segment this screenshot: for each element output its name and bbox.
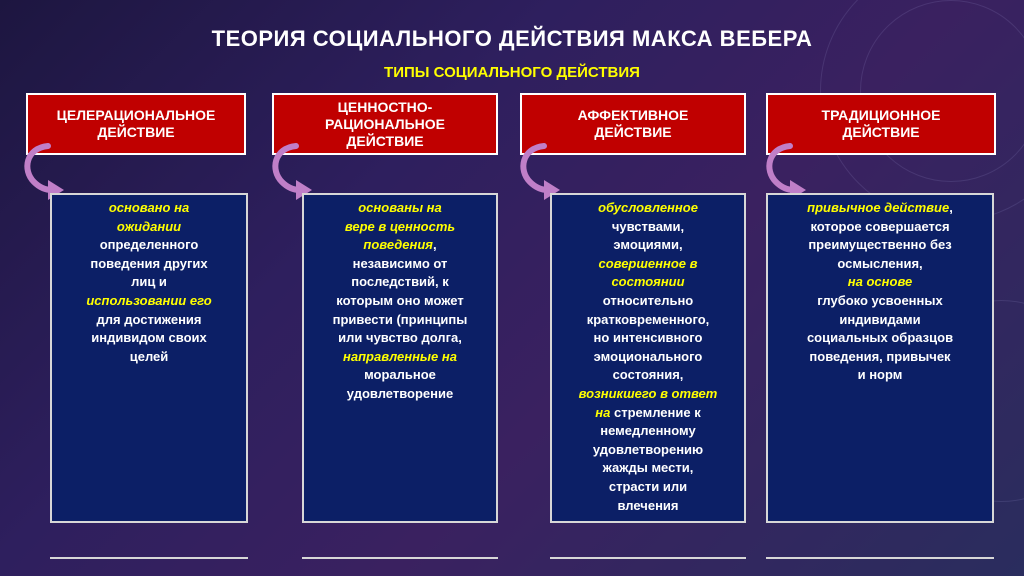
- plain-text: чувствами,: [611, 218, 685, 234]
- column-header-line: РАЦИОНАЛЬНОЕ: [324, 115, 445, 132]
- plain-text: немедленному: [600, 423, 696, 439]
- description-line: [314, 236, 486, 255]
- description-line: [562, 366, 734, 385]
- description-line: [562, 497, 734, 516]
- description-line: [778, 236, 982, 255]
- highlighted-text: вере в ценность: [344, 218, 456, 234]
- highlighted-text: основаны на: [358, 200, 442, 215]
- column-header-line: ЦЕЛЕРАЦИОНАЛЬНОЕ: [56, 107, 216, 123]
- plain-text: и норм: [857, 367, 903, 383]
- column-description-4: [766, 193, 994, 523]
- column-header-line: АФФЕКТИВНОЕ: [577, 107, 689, 123]
- plain-text: последствий, к: [351, 274, 449, 290]
- description-line: [778, 311, 982, 330]
- plain-text: которое совершается: [810, 218, 950, 234]
- description-line: [62, 329, 236, 348]
- description-line: [562, 218, 734, 237]
- column-header-line: ДЕЙСТВИЕ: [346, 132, 424, 149]
- plain-text: влечения: [617, 497, 679, 513]
- highlighted-text: возникшего в ответ: [578, 385, 718, 401]
- column-header-line: ДЕЙСТВИЕ: [594, 124, 672, 140]
- plain-text: поведения других: [90, 255, 208, 271]
- description-line: [314, 329, 486, 348]
- description-line: [562, 199, 734, 218]
- highlighted-text: на: [595, 404, 611, 420]
- column-description-1: [50, 193, 248, 523]
- description-line: [62, 273, 236, 292]
- plain-text: которым оно может: [336, 292, 464, 308]
- highlighted-text: состоянии: [611, 274, 685, 290]
- description-line: [562, 478, 734, 497]
- plain-text: поведения, привычек: [809, 348, 951, 364]
- description-line: [778, 255, 982, 274]
- page-subtitle: ТИПЫ СОЦИАЛЬНОГО ДЕЙСТВИЯ: [384, 64, 640, 81]
- plain-text: индивидами: [839, 311, 921, 327]
- column-underline: [302, 557, 498, 559]
- highlighted-text: на основе: [847, 274, 913, 290]
- description-line: [314, 348, 486, 367]
- description-line: [562, 385, 734, 404]
- description-line: [314, 255, 486, 274]
- plain-text: индивидом своих: [91, 330, 207, 346]
- column-header-line: ДЕЙСТВИЕ: [97, 124, 175, 140]
- plain-text: ,: [949, 200, 953, 215]
- description-line: [562, 329, 734, 348]
- description-line: [778, 218, 982, 237]
- plain-text: независимо от: [352, 255, 448, 271]
- description-line: [62, 311, 236, 330]
- plain-text: для достижения: [96, 311, 202, 327]
- description-line: [562, 404, 734, 423]
- description-line: [62, 199, 236, 218]
- description-line: [62, 255, 236, 274]
- description-line: [314, 273, 486, 292]
- column-description-2: [302, 193, 498, 523]
- description-line: [778, 329, 982, 348]
- description-line: [62, 292, 236, 311]
- plain-text: социальных образцов: [806, 330, 954, 346]
- description-line: [778, 199, 982, 218]
- description-line: [314, 366, 486, 385]
- page-title: ТЕОРИЯ СОЦИАЛЬНОГО ДЕЙСТВИЯ МАКСА ВЕБЕРА: [211, 26, 813, 51]
- column-header-line: ТРАДИЦИОННОЕ: [821, 107, 941, 123]
- description-line: [314, 292, 486, 311]
- plain-text: моральное: [364, 367, 436, 383]
- plain-text: определенного: [99, 237, 199, 253]
- plain-text: но интенсивного: [593, 330, 703, 346]
- highlighted-text: ожидании: [116, 218, 182, 234]
- description-line: [314, 199, 486, 218]
- description-line: [562, 422, 734, 441]
- highlighted-text: направленные на: [343, 348, 457, 364]
- plain-text: привести (принципы: [332, 311, 468, 327]
- description-line: [778, 366, 982, 385]
- plain-text: лиц и: [131, 274, 167, 290]
- description-line: [314, 385, 486, 404]
- highlighted-text: совершенное в: [598, 255, 698, 271]
- plain-text: целей: [129, 348, 169, 364]
- description-line: [62, 236, 236, 255]
- plain-text: эмоциями,: [613, 237, 683, 253]
- description-line: [778, 273, 982, 292]
- description-line: [562, 311, 734, 330]
- column-header-line: ЦЕННОСТНО-: [337, 98, 433, 115]
- description-line: [314, 311, 486, 330]
- plain-text: относительно: [602, 292, 694, 308]
- description-line: [562, 255, 734, 274]
- plain-text: жажды мести,: [602, 460, 694, 476]
- highlighted-text: поведения: [363, 237, 433, 253]
- column-underline: [550, 557, 746, 559]
- plain-text: страсти или: [608, 478, 688, 494]
- description-line: [562, 292, 734, 311]
- plain-text: глубоко усвоенных: [817, 292, 943, 308]
- column-underline: [766, 557, 994, 559]
- description-line: [62, 218, 236, 237]
- plain-text: осмысления,: [837, 255, 923, 271]
- description-line: [562, 348, 734, 367]
- plain-text: удовлетворению: [592, 441, 704, 457]
- plain-text: или чувство долга,: [338, 330, 462, 346]
- plain-text: ,: [432, 237, 437, 253]
- plain-text: кратковременного,: [586, 311, 710, 327]
- description-line: [562, 441, 734, 460]
- column-underline: [50, 557, 248, 559]
- plain-text: состояния,: [612, 367, 684, 383]
- column-header-line: ДЕЙСТВИЕ: [842, 124, 920, 140]
- description-line: [562, 459, 734, 478]
- plain-text: эмоционального: [593, 348, 703, 364]
- highlighted-text: привычное действие: [807, 200, 950, 215]
- description-line: [314, 218, 486, 237]
- column-description-3: [550, 193, 746, 523]
- plain-text: удовлетворение: [346, 385, 454, 401]
- highlighted-text: обусловленное: [598, 200, 698, 215]
- description-line: [562, 273, 734, 292]
- plain-text: стремление к: [610, 404, 701, 420]
- highlighted-text: основано на: [108, 200, 190, 215]
- description-line: [62, 348, 236, 367]
- description-line: [562, 236, 734, 255]
- description-line: [778, 348, 982, 367]
- highlighted-text: использовании его: [86, 292, 212, 308]
- description-line: [778, 292, 982, 311]
- plain-text: преимущественно без: [808, 237, 952, 253]
